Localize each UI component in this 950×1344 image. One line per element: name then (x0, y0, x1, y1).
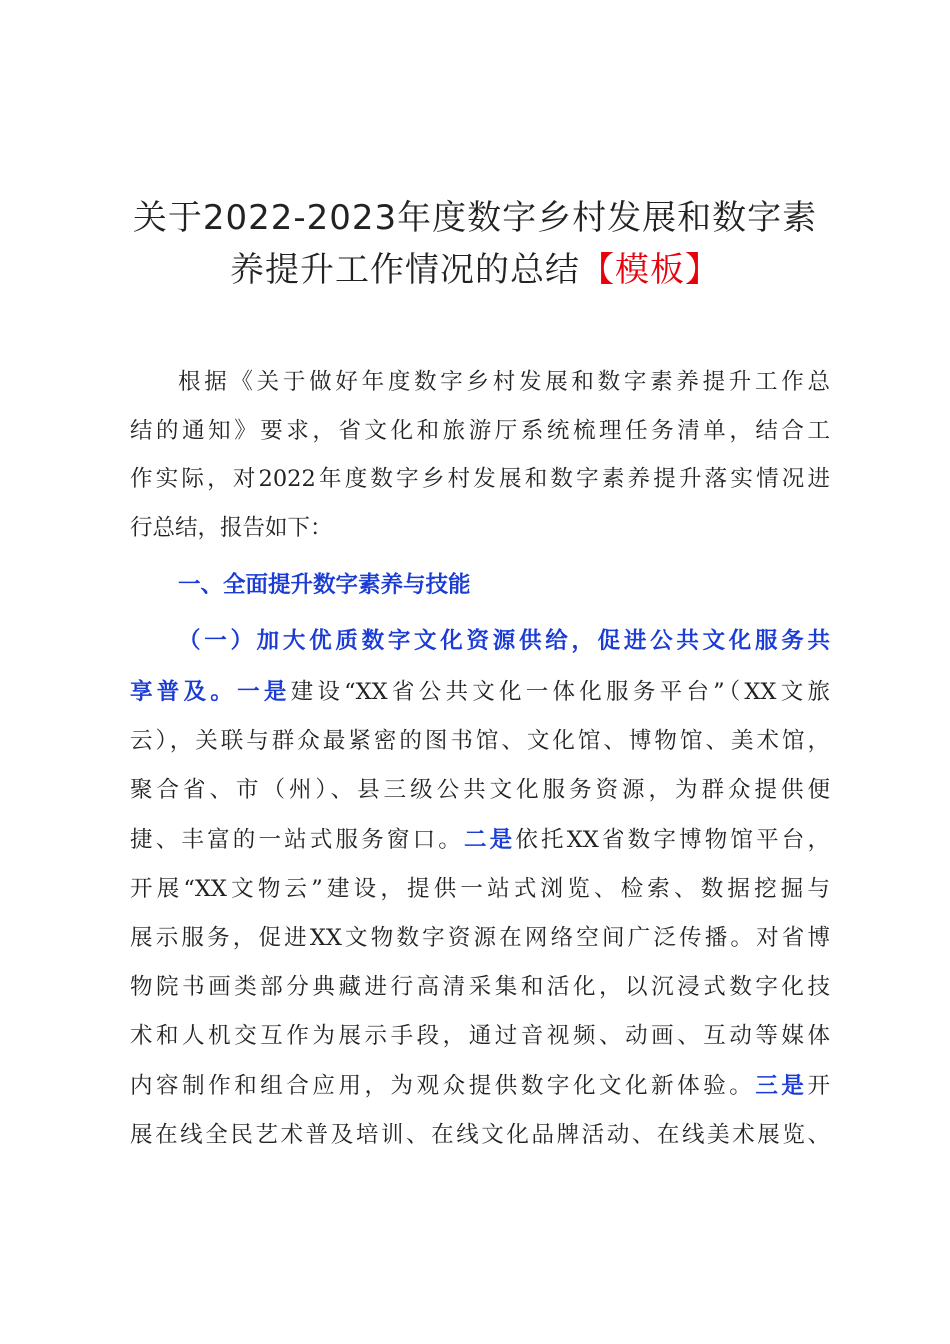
section-heading: 一、全面提升数字素养与技能 (178, 572, 471, 598)
body-line-7: 展示服务，促进XX文物数字资源在网络空间广泛传播。对省博 (130, 925, 830, 951)
body-text: 建设“XX省公共文化一体化服务平台”（XX文旅 (290, 679, 830, 705)
point-marker-2: 二是 (463, 827, 516, 853)
body-text: 开 (807, 1073, 830, 1099)
point-marker-1: 一是 (237, 679, 291, 705)
intro-line-2: 结的通知》要求，省文化和旅游厅系统梳理任务清单，结合工 (130, 418, 830, 444)
document-title-line-2 (100, 244, 850, 296)
body-line-3: 云），关联与群众最紧密的图书馆、文化馆、博物馆、美术馆， (130, 728, 830, 754)
body-line-11: 展在线全民艺术普及培训、在线文化品牌活动、在线美术展览、 (130, 1122, 830, 1148)
point-marker-3: 三是 (755, 1073, 808, 1099)
body-text: 内容制作和组合应用，为观众提供数字化文化新体验。 (130, 1073, 756, 1099)
intro-line-1: 根据《关于做好年度数字乡村发展和数字素养提升工作总 (178, 369, 830, 395)
body-line-8: 物院书画类部分典藏进行高清采集和活化，以沉浸式数字化技 (130, 974, 830, 1000)
body-line-9: 术和人机交互作为展示手段，通过音视频、动画、互动等媒体 (130, 1023, 830, 1049)
body-line-2 (130, 677, 830, 707)
intro-line-3: 作实际，对2022年度数字乡村发展和数字素养提升落实情况进 (130, 466, 830, 492)
body-text: 捷、丰富的一站式服务窗口。 (130, 827, 464, 853)
body-text: 依托XX省数字博物馆平台， (515, 827, 830, 853)
subsection-heading-line-1: （一）加大优质数字文化资源供给，促进公共文化服务共 (178, 628, 830, 654)
template-tag: 【模板】 (580, 250, 720, 290)
body-line-4: 聚合省、市（州）、县三级公共文化服务资源，为群众提供便 (130, 777, 830, 803)
document-title-line-1: 关于2022-2023年度数字乡村发展和数字素 (132, 198, 818, 238)
body-line-6: 开展“XX文物云”建设，提供一站式浏览、检索、数据挖掘与 (130, 876, 830, 902)
subsection-heading-end: 享普及。 (130, 679, 238, 705)
title-main-text: 养提升工作情况的总结 (230, 250, 580, 290)
intro-line-4: 行总结，报告如下： (130, 515, 333, 541)
body-line-10 (130, 1071, 830, 1101)
body-line-5 (130, 825, 830, 855)
